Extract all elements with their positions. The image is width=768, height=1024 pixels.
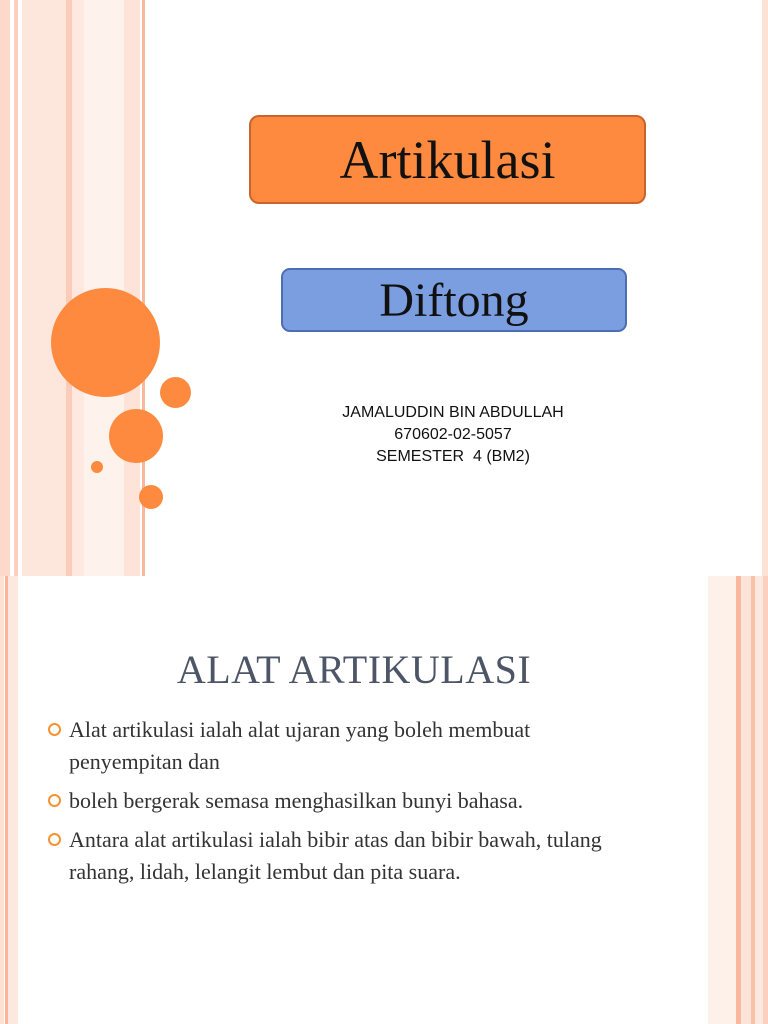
author-id: 670602-02-5057 — [394, 426, 512, 443]
bullet-list — [48, 714, 648, 895]
slide-content — [0, 576, 768, 1024]
list-item — [48, 824, 648, 888]
decorative-stripe — [741, 576, 751, 1024]
slide-title-box — [249, 115, 646, 204]
decorative-circle — [109, 409, 163, 463]
circle-bullet-icon — [48, 833, 61, 846]
decorative-stripe — [755, 576, 763, 1024]
decorative-circle — [160, 377, 191, 408]
bullet-text: boleh bergerak semasa menghasilkan bunyi bahasa. — [69, 788, 524, 813]
decorative-stripe — [72, 0, 84, 576]
slide-heading: ALAT ARTIKULASI — [176, 647, 532, 692]
bullet-text: Antara alat artikulasi ialah bibir atas dan bibir bawah, tulang rahang, lidah, lelangit lembut dan pita suara. — [69, 827, 602, 884]
decorative-stripe — [708, 576, 736, 1024]
decorative-circle — [139, 485, 163, 509]
slide-title-text: Artikulasi — [339, 129, 556, 190]
decorative-circle — [91, 461, 103, 473]
decorative-stripe — [0, 0, 10, 576]
author-semester: SEMESTER 4 (BM2) — [376, 448, 530, 465]
decorative-stripe — [762, 0, 768, 576]
bullet-text: Alat artikulasi ialah alat ujaran yang boleh membuat penyempitan dan — [69, 717, 531, 774]
slide-subtitle-text: Diftong — [379, 273, 529, 327]
list-item — [48, 785, 648, 817]
decorative-stripe — [8, 576, 18, 1024]
list-item — [48, 714, 648, 778]
decorative-stripe — [124, 0, 140, 576]
decorative-stripe — [0, 576, 4, 1024]
author-info — [250, 402, 656, 468]
decorative-stripe — [763, 576, 768, 1024]
circle-bullet-icon — [48, 794, 61, 807]
decorative-stripe — [14, 0, 18, 576]
decorative-stripe — [22, 0, 66, 576]
slide-subtitle-box — [281, 268, 627, 332]
decorative-circle-large — [51, 288, 160, 397]
author-name: JAMALUDDIN BIN ABDULLAH — [342, 404, 564, 421]
circle-bullet-icon — [48, 723, 61, 736]
